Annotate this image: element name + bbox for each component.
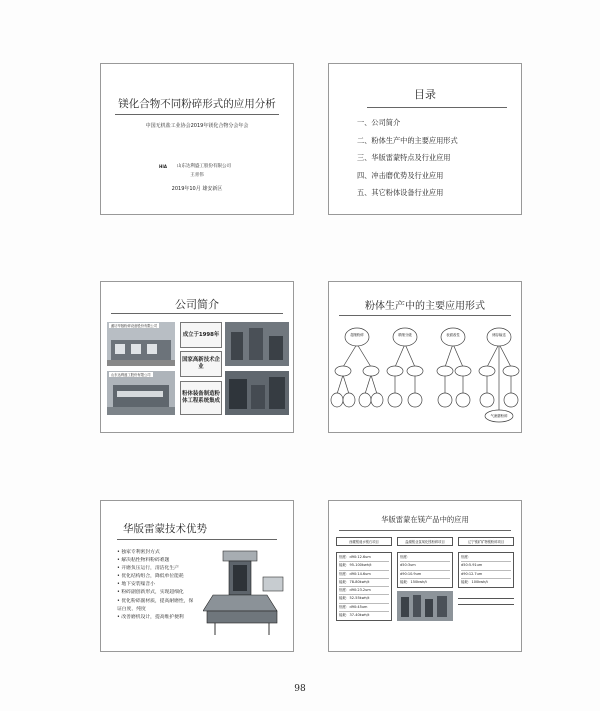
advantage-item: • 地下安装噪音小 [117, 582, 155, 588]
divider [458, 604, 514, 605]
divider [339, 315, 511, 316]
divider [458, 598, 514, 599]
diagram-node-label: 精细分级 [398, 333, 412, 337]
project-column [458, 537, 514, 605]
workshop-photo [225, 371, 289, 415]
factory-photo [107, 371, 175, 415]
company-logo: HIA [159, 164, 167, 169]
hightech-box: 国家高新技术企业 [180, 351, 222, 377]
advantages-list [117, 549, 197, 622]
contents-list [357, 118, 458, 206]
advantage-item: • 优化结构组合，降低单位能耗 [117, 574, 184, 580]
spec-line: 能耗：52-55kwh/t [339, 595, 389, 603]
application-tree-diagram [329, 322, 521, 432]
divider [339, 530, 511, 531]
equipment-photo [397, 591, 453, 621]
mill-machine-illustration [203, 547, 289, 639]
project-column [336, 537, 392, 621]
spec-line: 细度：d90:23.2um [339, 587, 389, 595]
company-name: 山东达利盛工股份有限公司 [177, 164, 231, 169]
spec-line: d90:12.7um [461, 571, 511, 579]
advantage-item: • 开磨负压运行，清洁化生产 [117, 566, 179, 572]
presenter-name: 王青伟 [190, 173, 204, 178]
application-forms-title: 粉体生产中的主要应用形式 [365, 301, 485, 312]
diagram-node-label: 超细粉碎 [350, 333, 364, 337]
slide-contents [328, 63, 522, 215]
factory-illustration [107, 322, 175, 366]
spec-line: 细度：d90:12.6um [339, 554, 389, 562]
advantage-item: • 改善磨机设计，提高维护便利 [117, 614, 184, 620]
project-header: 盐湖镁业氢氧化镁粉碎项目 [397, 537, 453, 546]
advantage-item: • 优化粉碎副材质，提高耐磨性，保证白度、纯度 [117, 598, 194, 612]
slide-magnesium-applications [328, 500, 522, 652]
photo-caption: 山东达利盛工股份有限公司 [111, 373, 151, 377]
workshop-photo [225, 322, 289, 366]
slide-title-heading: 镁化合物不同粉碎形式的应用分析 [118, 98, 276, 110]
spec-line: d90:10.9um [400, 571, 450, 579]
advantage-item: • 解决粘性物料粉碎难题 [117, 558, 170, 564]
diagram-node-label: 气流磨粉碎 [490, 414, 508, 418]
spec-line: 能耗：100kwh/t [461, 579, 488, 584]
factory-photo [107, 322, 175, 366]
divider [111, 313, 283, 314]
spec-line: 细度： [400, 554, 450, 562]
project-header: 西藏镁迪水镁石项目 [336, 537, 392, 546]
magnesium-applications-title: 华版雷蒙在镁产品中的应用 [381, 515, 469, 524]
project-header: 辽宁镁矿矿物镁粉碎项目 [458, 537, 514, 546]
workshop-illustration [225, 322, 289, 366]
advantages-title: 华版雷蒙技术优势 [123, 523, 207, 535]
contents-title: 目录 [414, 88, 436, 101]
workshop-illustration [225, 371, 289, 415]
business-box: 粉体装备制造粉体工程系统集成 [180, 381, 222, 415]
spec-line: d50:3um [400, 562, 450, 570]
page-number: 98 [294, 684, 306, 694]
spec-line: 细度：d90:14.6um [339, 571, 389, 579]
contents-item: 一、公司简介 [357, 118, 401, 127]
slide-company-intro [100, 281, 294, 433]
project-specs [397, 552, 453, 588]
founded-box: 成立于1998年 [180, 322, 222, 348]
spec-line: 能耗：150kwh/t [400, 579, 427, 584]
spec-line: 细度： [461, 554, 511, 562]
project-column [397, 537, 453, 621]
spec-line: 能耗：78-80kwh/t [339, 579, 389, 587]
divider [367, 107, 507, 108]
contents-item: 二、粉体生产中的主要应用形式 [357, 135, 458, 145]
spec-line: d50:5.91um [461, 562, 511, 570]
presentation-date: 2019年10月 雄安新区 [171, 186, 223, 192]
advantage-item: • 独家专利密封方式 [117, 550, 160, 555]
contents-item: 四、冲击磨优势及行业应用 [357, 170, 444, 180]
slide-subtitle: 中国无机盐工业协会2019年镁化合物分会年会 [145, 123, 249, 129]
divider [117, 539, 277, 540]
diagram-node-label: 储存输送 [492, 333, 506, 337]
slide-title [100, 63, 294, 215]
company-intro-title: 公司简介 [175, 298, 219, 311]
diagram-node-label: 表面改性 [446, 333, 460, 337]
project-specs [336, 552, 392, 621]
spec-line: 能耗：95-100kwh/t [339, 562, 389, 570]
slide-application-forms [328, 281, 522, 433]
factory-illustration [107, 371, 175, 415]
advantage-item: • 粉碎副创新形式，实现超细化 [117, 590, 184, 596]
divider [115, 114, 279, 115]
photo-caption: 潍坊华版粉碎设备股份有限公司 [111, 324, 158, 328]
contents-item: 五、其它粉体设备行业应用 [357, 188, 444, 197]
project-specs [458, 552, 514, 588]
spec-line: 细度：d90:45um [339, 604, 389, 612]
slide-raymond-advantages [100, 500, 294, 652]
contents-item: 三、华版雷蒙特点及行业应用 [357, 153, 451, 162]
spec-line: 能耗：37-40kwh/t [339, 613, 370, 618]
